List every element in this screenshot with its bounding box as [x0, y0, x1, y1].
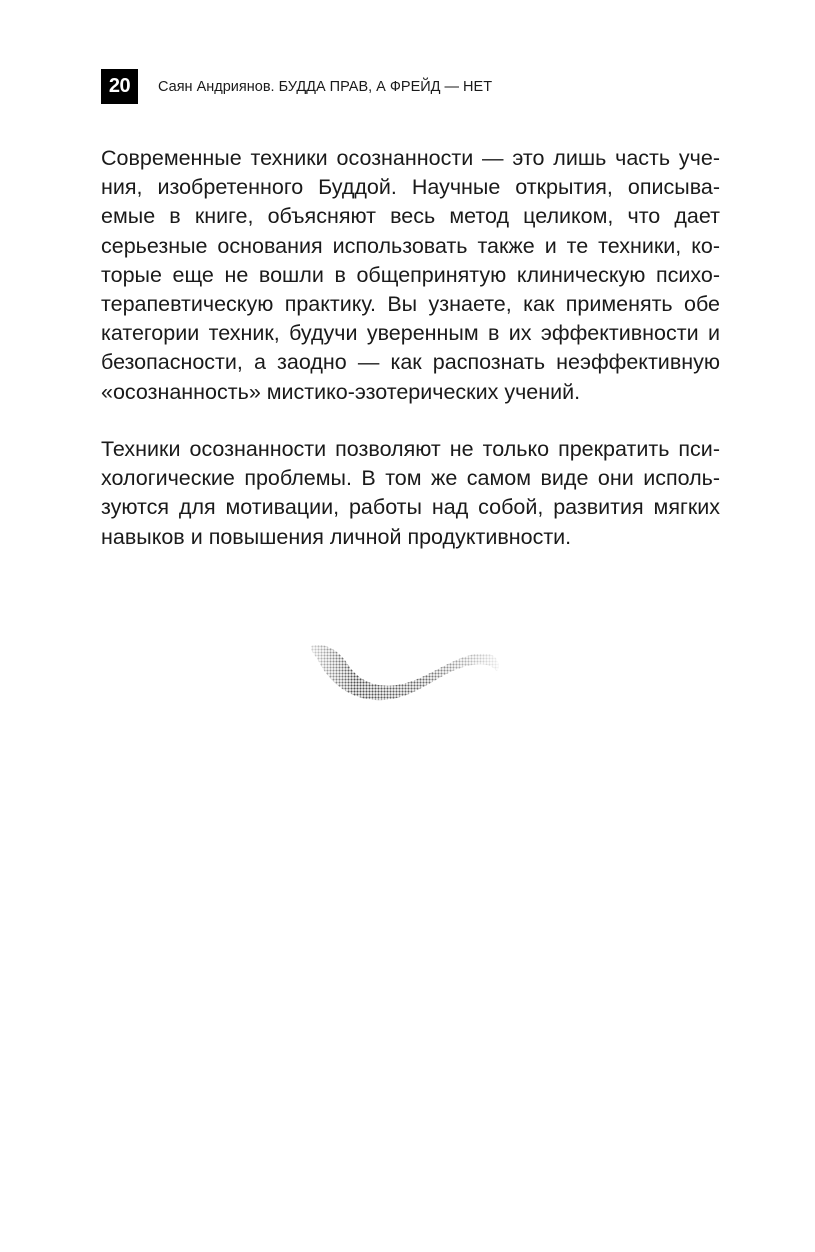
- page-header: [101, 69, 492, 104]
- paragraph-2: Техники осознанности позволяют не только прекратить психологические проблемы. В том же самом виде они используются для мотивации, работы над собой, развития мягких навыков и повышения личной продуктивности.: [101, 437, 720, 549]
- page-number: 20: [101, 69, 138, 104]
- paragraph-1: Современные техники осознанности — это лишь часть учения, изобретенного Буддой. Научные открытия, описываемые в книге, объясняют весь метод целиком, что дает серьезные основания использовать также и те техники, которые еще не вошли в общепринятую клиническую психотерапевтическую практику. Вы узнаете, как применять обе категории техник, будучи уверенным в их эффективности и безопасности, а заодно — как распознать неэффективную «осознанность» мистико-эзотерических учений.: [101, 146, 720, 404]
- running-head: Саян Андриянов. БУДДА ПРАВ, А ФРЕЙД — НЕТ: [158, 78, 493, 95]
- brush-stroke-icon: [305, 636, 505, 712]
